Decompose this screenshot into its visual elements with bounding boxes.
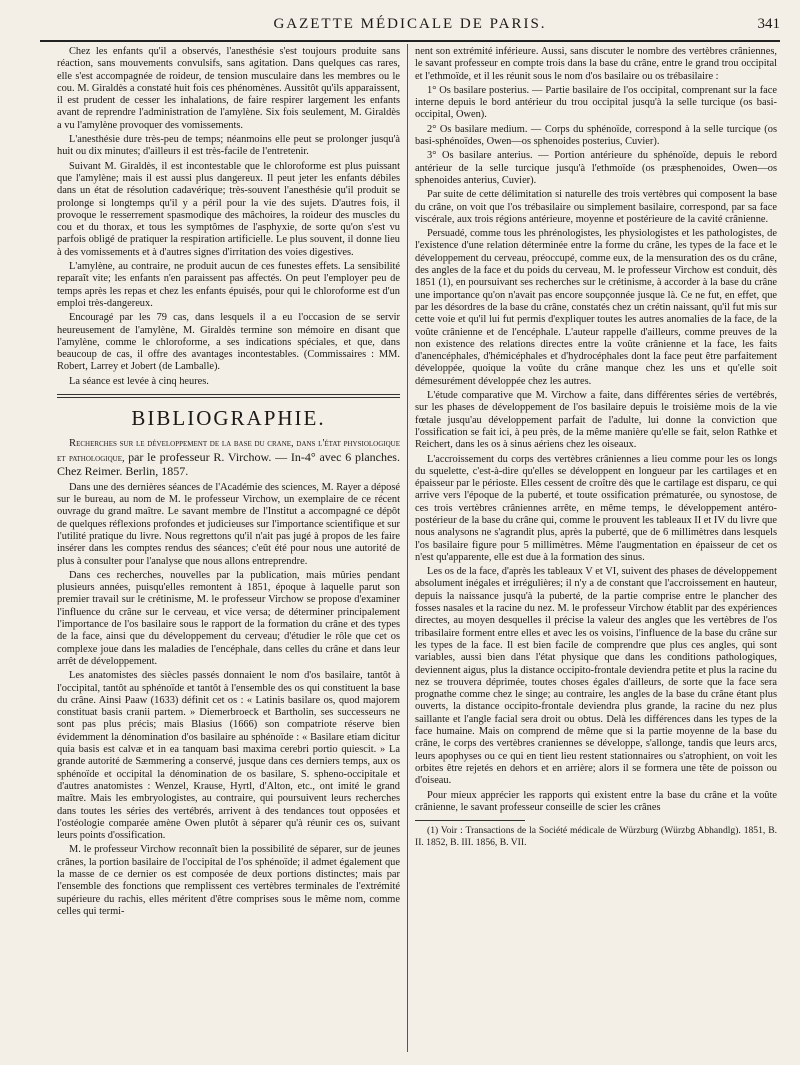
paragraph: 3° Os basilare anterius. — Portion antérieure du sphénoïde, depuis le rebord antérieur de la selle turcique jusqu'à l'ethmoïde (os præsphenoides, Owen—os sphenoides anterius, Cuvier). [415, 150, 777, 186]
footnote-rule [415, 820, 525, 821]
paragraph: Par suite de cette délimitation si naturelle des trois vertèbres qui composent la base du crâne, on voit que l'os trébasilaire ou simplement basilaire, correspond, par sa face viscérale, aux trois régions antérieure, moyenne et postérieure de la cavité crânienne. [415, 189, 777, 225]
footnote: (1) Voir : Transactions de la Société médicale de Würzburg (Würzbg Abhandlg). 1851, B. II. 1852, B. III. 1856, B. VII. [415, 825, 777, 848]
paragraph: Pour mieux apprécier les rapports qui existent entre la base du crâne et la voûte crânienne, le savant professeur conseille de scier les crânes [415, 789, 777, 813]
paragraph: Dans une des dernières séances de l'Académie des sciences, M. Rayer a déposé sur le bureau, au nom de M. le professeur Virchow, un exemplaire de ce récent ouvrage du grand maître. Le savant membre de l'Institut a accompagné ce dépôt de quelques réflexions profondes et judicieuses sur l'importance scientifique et sur l'utilité pratique du livre. Nous regrettons qu'il n'ait pas jugé à propos de les faire insérer dans les comptes rendus des séances; c'eût été pour nous une autorité de plus à consulter pour l'analyse que nous allons entreprendre. [57, 481, 400, 567]
paragraph: 2° Os basilare medium. — Corps du sphénoïde, correspond à la selle turcique (os basi-sphénoïdes, Owen—os sphenoides posterius, Cuvier). [415, 123, 777, 148]
journal-title: GAZETTE MÉDICALE DE PARIS. [273, 16, 547, 32]
paragraph: L'étude comparative que M. Virchow a faite, dans différentes séries de vertébrés, sur les phases de développement de l'os basilaire depuis le troisième mois de la vie fœtale jusqu'au développement parfait de l'adulte, lui donne la conviction que l'ossification se fait ici, à peu près, de la même manière qu'elle se fait, selon Rathke et Reichert, dans les os à sinus aériens chez les oiseaux. [415, 390, 777, 451]
paragraph: Chez les enfants qu'il a observés, l'anesthésie s'est toujours produite sans réaction, sans mouvements convulsifs, sans agitation. Dans quelques cas rares, elle s'est accompagnée de roideur, de tension musculaire dans les membres ou le cou. M. Giraldès a constaté huit fois ces phénomènes. Aussitôt qu'ils apparaissent, il est prudent de cesser les inhalations, de faire respirer largement les enfants avant de reprendre l'administration de l'amylène. Six fois seulement, M. Giraldès a vu l'amylène provoquer des vomissements. [57, 46, 400, 131]
page-header [40, 14, 780, 42]
paragraph: Les os de la face, d'après les tableaux V et VI, suivent des phases de développement absolument inégales et irrégulières; il n'y a de constant que l'accroissement en hauteur, depuis la naissance jusqu'à la puberté, de la partie comprise entre le plancher des fosses nasales et la racine du nez. M. le professeur Virchow établit par des expériences directes, au moyen desquelles il précise la valeur des angles que les vertèbres de l'os tribasilaire forment entre elles et avec les os voisins, l'influence de la base du crâne sur les types de la face. Il est bien facile de comprendre que plus ces angles, qui sont variables, aussi bien dans l'état physique que dans les conditions pathologiques, deviennent aigus, plus la distance occipito-frontale deviendra petite et plus la racine du nez se trouvera déprimée, toutes choses égales d'ailleurs, de sorte que la face sera prognathe comme chez le singe; au contraire, les angles de la base du crâne étant plus ouverts, la distance occipito-frontale deviendra plus grande, la racine du nez plus saillante et l'angle facial sera droit ou obtus. Delà les différences dans les types de la face humaine. Mais on comprend de même que si la partie moyenne de la base du crâne, le corps des vertèbres craniennes se développe, s'allonge, tandis que leurs arcs, leurs apophyses ou ce qui en tient lieu restent stationnaires ou s'atrophient, on voit les orbites être rejetés en dehors et en arrière; alors il se formera une tête de poisson ou d'oiseau. [415, 566, 777, 787]
paragraph: Encouragé par les 79 cas, dans lesquels il a eu l'occasion de se servir heureusement de l'amylène, M. Giraldès termine son mémoire en disant que l'amylène, comme le chloroforme, a ses indications spéciales, et que, dans beaucoup de cas, il offre des avantages incontestables. (Commissaires : MM. Robert, Larrey et Jobert (de Lamballe). [57, 312, 400, 373]
book-title-rest: par le professeur R. Virchow. — In-4° avec 6 planches. Chez Reimer. Berlin, 1857. [57, 449, 400, 479]
section-title: BIBLIOGRAPHIE. [131, 406, 326, 431]
page-number: 341 [757, 16, 780, 32]
book-title-caps: Recherches sur le développement de la base du crane, dans l'état physiologique et pathologique, [57, 438, 400, 464]
paragraph: M. le professeur Virchow reconnaît bien la possibilité de séparer, sur de jeunes crânes, la portion basilaire de l'occipital de l'os sphénoïde; il admet également que la masse de ce dernier os est composée de deux portions distinctes; mais par l'ensemble des fonctions que remplissent ces vertèbres terminales de l'extrémité supérieure du rachis, elles méritent d'être comprises sous le même nom, comme celles qui termi- [57, 844, 400, 917]
paragraph: Les anatomistes des siècles passés donnaient le nom d'os basilaire, tantôt à l'occipital, tantôt au sphénoïde et tantôt à l'ensemble des os qui constituent la base du crâne. Ainsi Paaw (1633) définit cet os : « Latinis basilare os, quod majorem constituat basis cranii partem. » Diemerbroeck et Bartholin, ses successeurs ne sont pas plus précis; mais Blasius (1666) son compatriote réserve bien évidemment la dénomination d'os basilaire au sphénoïde : « Basilare etiam dicitur quia basis est calvæ et in ea tanquam basi maxima cerebri portio quiescit. » La grande autorité de Sæmmering a conservé, jusque dans ces derniers temps, aux os sphénoïde et occipital la dénomination de os basilare, S. spheno-occipitale et d'autres anatomistes : Wenzel, Krause, Hyrtl, d'Alton, etc., ont imité le grand maître. Mais les embryologistes, au contraire, qui poursuivent leurs recherches dans toutes les séries des vertébrés, arrivent à des tendances tout opposées et l'ostéologie comparée amène Owen plutôt à séparer qu'à réunir ces os, suivant leurs points d'ossification. [57, 670, 400, 842]
paragraph: Suivant M. Giraldès, il est incontestable que le chloroforme est plus puissant que l'amylène; mais il est aussi plus dangereux. Il peut jeter les enfants débiles dans un état de résolution cadavérique; très-souvent l'anesthésie qu'il produit se prolonge si longtemps qu'il y a péril pour la vie des sujets. D'autres fois, il provoque le resserrement spasmodique des mâchoires, la roideur des muscles du cou et du thorax, et tous les symptômes de l'asphyxie, de sorte qu'on s'est vu parfois obligé de pratiquer la respiration artificielle. Le plus souvent, il donne lieu à des vomissements et à d'autres signes d'irritation des voies digestives. [57, 160, 400, 258]
paragraph: Dans ces recherches, nouvelles par la publication, mais mûries pendant plusieurs années, puisqu'elles remontent à 1851, époque à laquelle parut son premier travail sur le crétinisme, M. le professeur Virchow se propose d'examiner l'influence du crâne sur le cerveau, et vice versa; de déterminer principalement l'importance de l'os basilaire sous le rapport de la formation du crâne et des types de la face, ainsi que du développement du cerveau; d'étudier le rôle que cet os complexe joue dans les maladies de l'encéphale, dans celles du crâne et dans leur arrêt de développement. [57, 569, 400, 667]
paragraph: L'amylène, au contraire, ne produit aucun de ces funestes effets. La sensibilité reparaît vite; les enfants n'en paraissent pas affectés. On peut l'employer peu de temps après les repas et chez les enfants épuisés, pour qui le chloroforme est d'un emploi très-dangereux. [57, 261, 400, 309]
column-rule [407, 44, 408, 1052]
paragraph: nent son extrémité inférieure. Aussi, sans discuter le nombre des vertèbres crâniennes, le savant professeur en compte trois dans la base du crâne, entre le grand trou occipital et l'ethmoïde, et il les réunit sous le nom d'os basilaire ou os trébasilaire : [415, 46, 777, 82]
section-divider [57, 394, 400, 398]
paragraph: L'accroissement du corps des vertèbres crâniennes a lieu comme pour les os longs du squelette, c'est-à-dire qu'elles se développent en longueur par les cartilages et en épaisseur par le périoste. Elles cessent de croître dès que le cartilage est disparu, ce qui arrive vers l'époque de la puberté, et toute ossification prématurée, ou synostose, de ces trois vertèbres crâniennes arrête, en même temps, le développement antéro-postérieur de la base du crâne qui, comme le prouvent les tableaux II et IV du livre que nous analysons ne s'agrandit plus, après la puberté, que de 6 millimètres dans lesquels l'os basilaire figure pour 5 millimètres. Même l'augmentation en épaisseur de cet os n'est qu'apparente, elle est due à la formation des sinus. [415, 453, 777, 563]
paragraph: 1° Os basilare posterius. — Partie basilaire de l'os occipital, comprenant sur la face interne depuis le bord antérieur du trou occipital jusqu'à la selle turcique (os basi-occipital, Owen). [415, 84, 777, 121]
left-column [57, 46, 400, 1056]
closing-line: La séance est levée à cinq heures. [69, 375, 209, 387]
right-column [415, 46, 777, 1056]
paragraph: Persuadé, comme tous les phrénologistes, les physiologistes et les pathologistes, de l'existence d'une relation déterminée entre la forme du crâne, les types de la face et le développement du cerveau, préoccupé, comme eux, de la mensuration des os du crâne, des angles de la face et du poids du cerveau, M. le professeur Virchow est conduit, dès 1851 (1), en poursuivant ses recherches sur le crétinisme, à accorder à la base du crâne une importance qu'on n'avait pas encore soupçonnée jusque là. Ce ne fut, en effet, que par les désordres de la base du crâne, constatés chez un crétin naissant, qu'il fut mis sur cette voie et qu'il lui fut permis d'expliquer toutes les autres anomalies de la face, de la voûte crânienne et de l'encéphale. L'auteur rappelle d'ailleurs, comme preuves de la non existence des relations directes entre la voûte crânienne et la face, les faits d'anencéphales, d'hémicéphales et d'hydrocéphales dont la face peut être parfaitement développée, quoique la voûte du crâne manque chez les uns et qu'elle soit démesurément développée chez les autres. [415, 228, 777, 387]
paragraph: L'anesthésie dure très-peu de temps; néanmoins elle peut se prolonger jusqu'à huit ou dix minutes; d'ailleurs il est très-facile de l'entretenir. [57, 134, 400, 158]
book-title [57, 438, 400, 480]
